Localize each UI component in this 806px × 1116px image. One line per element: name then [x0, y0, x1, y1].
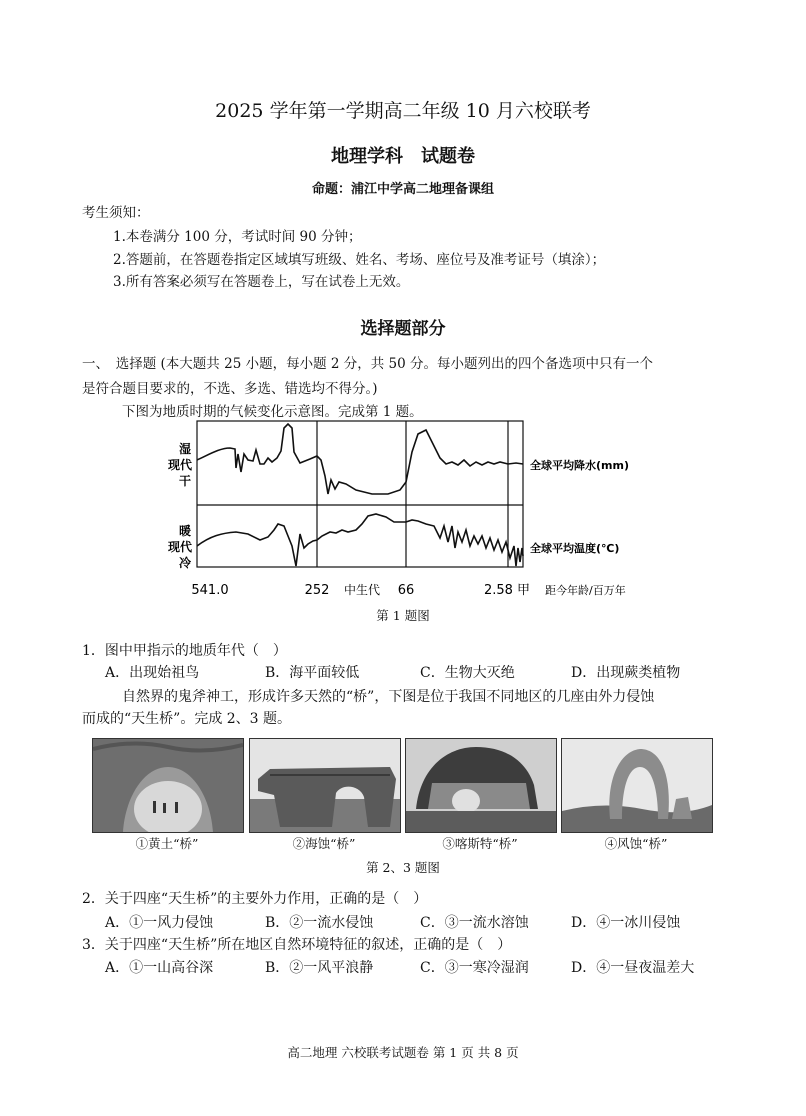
- photo-caption-2: ②海蚀“桥”: [292, 836, 356, 851]
- precip-top-label: 湿: [178, 442, 192, 456]
- page-footer: 高二地理 六校联考试题卷 第 1 页 共 8 页: [287, 1045, 519, 1060]
- q3-option-c: C．③一寒冷湿润: [420, 960, 529, 976]
- subject-title: 地理学科 试题卷: [331, 146, 475, 167]
- temp-top-label: 暖: [178, 524, 192, 538]
- q2-option-c: C．③一流水溶蚀: [420, 915, 529, 931]
- q3-stem: 3．关于四座“天生桥”所在地区自然环境特征的叙述，正确的是（ ）: [82, 937, 512, 953]
- photo-loess-bridge: [92, 738, 244, 833]
- precip-series-label: 全球平均降水(mm): [530, 459, 629, 472]
- instructions-line-2: 是符合题目要求的，不选、多选、错选均不得分。): [82, 381, 378, 397]
- x-tick-mesozoic: 中生代: [343, 583, 381, 597]
- section-title: 选择题部分: [360, 319, 446, 339]
- photo-caption-4: ④风蚀“桥”: [604, 836, 668, 851]
- passage-line-1: 自然界的鬼斧神工，形成许多天然的“桥”，下图是位于我国不同地区的几座由外力侵蚀: [122, 689, 655, 705]
- figure1-intro: 下图为地质时期的气候变化示意图。完成第 1 题。: [122, 404, 423, 420]
- temp-bottom-label: 冷: [178, 556, 192, 570]
- temp-series-label: 全球平均温度(℃): [530, 542, 620, 555]
- x-tick-66: 66: [397, 583, 415, 598]
- q2-stem: 2．关于四座“天生桥”的主要外力作用，正确的是（ ）: [82, 891, 428, 907]
- instructions-line-1: 一、 选择题 (本大题共 25 小题，每小题 2 分，共 50 分。每小题列出的四个备选项中只有一个: [82, 356, 654, 372]
- notice-item-1: 1.本卷满分 100 分，考试时间 90 分钟；: [113, 229, 362, 245]
- temp-mid-label: 现代: [167, 540, 193, 554]
- photo-caption-3: ③喀斯特“桥”: [442, 836, 518, 851]
- climate-chart: [150, 418, 670, 600]
- x-axis-label: 距今年龄/百万年: [545, 584, 626, 597]
- q1-option-b: B．海平面较低: [265, 665, 360, 681]
- x-tick-jia: 2.58 甲: [483, 583, 531, 598]
- q1-option-d: D．出现蕨类植物: [571, 665, 681, 681]
- precip-bottom-label: 干: [178, 474, 192, 488]
- q1-option-c: C．生物大灭绝: [420, 665, 515, 681]
- exam-title: 2025 学年第一学期高二年级 10 月六校联考: [215, 100, 591, 122]
- q3-option-d: D．④一昼夜温差大: [571, 960, 695, 976]
- precipitation-curve: [197, 424, 523, 494]
- photo-karst-bridge: [405, 738, 557, 833]
- q3-option-a: A．①一山高谷深: [105, 960, 214, 976]
- q2-option-b: B．②一流水侵蚀: [265, 915, 374, 931]
- photo-sea-arch: [249, 738, 401, 833]
- question-setter: 命题：浦江中学高二地理备课组: [311, 182, 494, 197]
- x-tick-252: 252: [304, 583, 330, 598]
- chart-frame: [197, 421, 523, 567]
- passage-line-2: 而成的“天生桥”。完成 2、3 题。: [82, 711, 292, 727]
- photo-caption-1: ①黄土“桥”: [135, 836, 199, 851]
- q2-option-a: A．①一风力侵蚀: [105, 915, 214, 931]
- q2-option-d: D．④一冰川侵蚀: [571, 915, 681, 931]
- q1-stem: 1．图中甲指示的地质年代（ ）: [82, 643, 287, 659]
- x-tick-541: 541.0: [191, 583, 229, 598]
- q3-option-b: B．②一风平浪静: [265, 960, 374, 976]
- precip-mid-label: 现代: [167, 458, 193, 472]
- notice-item-2: 2.答题前，在答题卷指定区域填写班级、姓名、考场、座位号及准考证号（填涂）；: [113, 252, 606, 268]
- temperature-curve: [197, 514, 523, 566]
- figure1-caption: 第 1 题图: [376, 608, 430, 623]
- notice-item-3: 3.所有答案必须写在答题卷上，写在试卷上无效。: [113, 274, 410, 290]
- photos-figure-caption: 第 2、3 题图: [366, 860, 440, 875]
- q1-option-a: A．出现始祖鸟: [105, 665, 200, 681]
- notice-heading: 考生须知：: [82, 205, 150, 221]
- photo-wind-arch: [561, 738, 713, 833]
